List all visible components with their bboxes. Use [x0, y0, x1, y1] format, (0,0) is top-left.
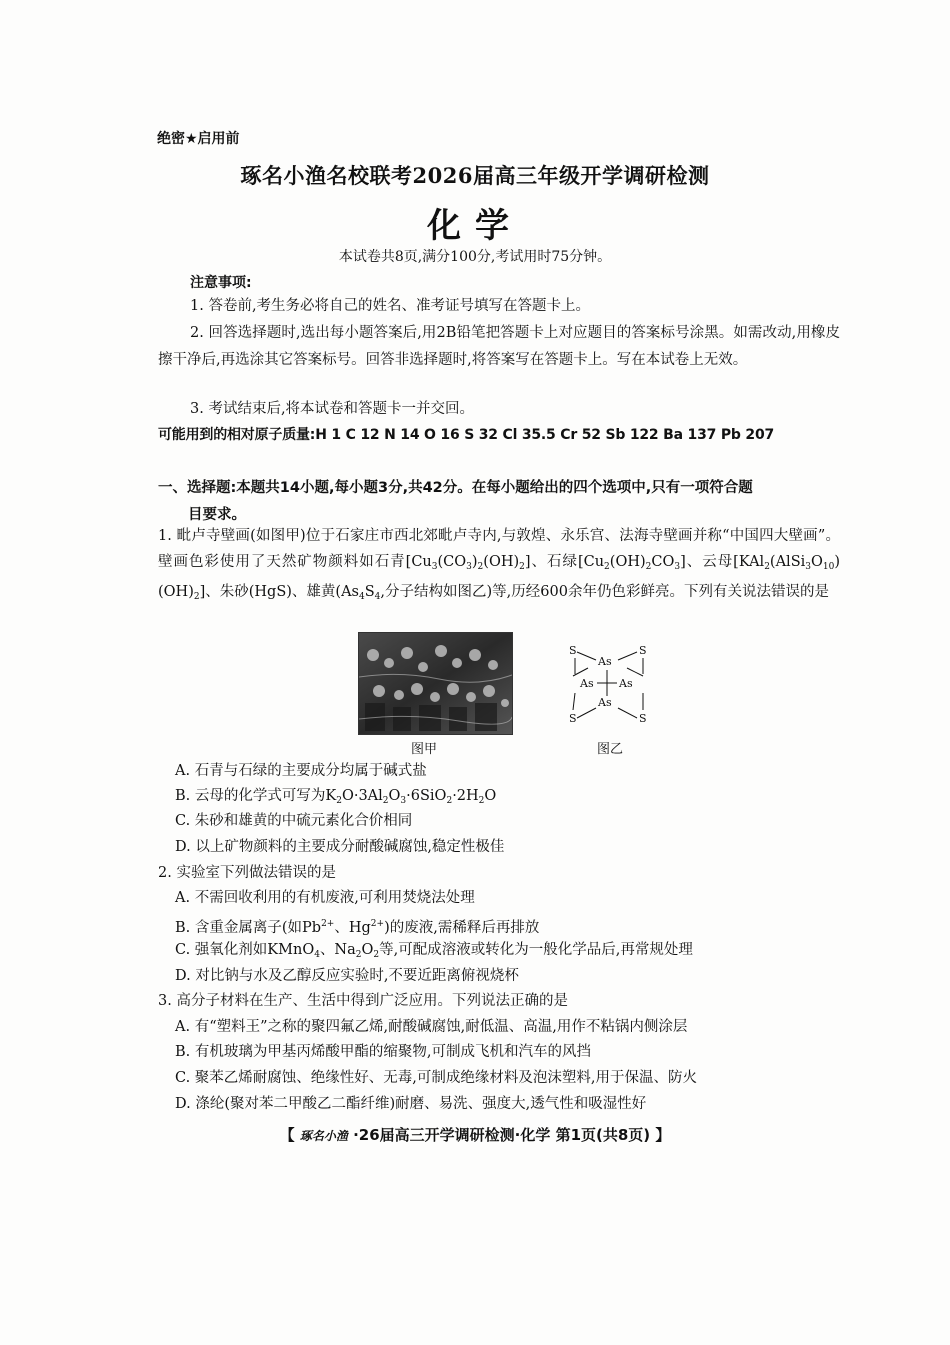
- question-2-stem: 2. 实验室下列做法错误的是: [158, 865, 336, 881]
- q3-option-c: C. 聚苯乙烯耐腐蚀、绝缘性好、无毒,可制成绝缘材料及泡沫塑料,用于保温、防火: [175, 1070, 698, 1086]
- figure-b-label: 图乙: [597, 742, 624, 757]
- mol-s-2: S: [639, 644, 647, 657]
- mol-as-right: As: [619, 677, 633, 690]
- figure-a-label: 图甲: [411, 742, 438, 757]
- note-3: 3. 考试结束后,将本试卷和答题卡一并交回。: [190, 401, 475, 417]
- footer-bracket-close: 】: [655, 1126, 671, 1144]
- mol-as-top: As: [598, 655, 612, 668]
- mural-photo: [358, 632, 513, 735]
- q1-option-d: D. 以上矿物颜料的主要成分耐酸碱腐蚀,稳定性极佳: [175, 839, 505, 855]
- section-line-2: 目要求。: [188, 507, 246, 523]
- confidential-label: 绝密★启用前: [157, 131, 240, 147]
- q2-option-c: C. 强氧化剂如KMnO$_4$、$Na_2O_2$等,可配成溶液或转化为一般化学品后,再常规处理: [175, 942, 693, 960]
- q3-option-d: D. 涤纶(聚对苯二甲酸乙二酯纤维)耐磨、易洗、强度大,透气性和吸湿性好: [175, 1096, 647, 1112]
- mol-s-4: S: [639, 712, 647, 725]
- section-heading: [158, 475, 840, 529]
- q1-option-b: B. 云母的化学式可写为$K_2O\cdot 3Al_2O_3\cdot 6SiO_2\cdot 2H_2O$: [175, 788, 497, 806]
- mol-as-bottom: As: [598, 696, 612, 709]
- section-line-1: 一、选择题:本题共14小题,每小题3分,共42分。在每小题给出的四个选项中,只有一项符合题: [158, 480, 753, 496]
- notes-title: 注意事项:: [190, 275, 252, 291]
- q2-option-b: B. 含重金属离子(如$Pb^{2+}$、$Hg^{2+}$)的废液,需稀释后再排放: [175, 919, 540, 936]
- mol-as-left: As: [580, 677, 594, 690]
- q2-option-d: D. 对比钠与水及乙醇反应实验时,不要近距离俯视烧杯: [175, 968, 519, 984]
- as4s4-structure-diagram: [555, 638, 665, 730]
- exam-info: 本试卷共8页,满分100分,考试用时75分钟。: [338, 249, 612, 265]
- footer-text: ·26届高三开学调研检测·化学 第1页(共8页): [353, 1126, 651, 1144]
- q1-option-a: A. 石青与石绿的主要成分均属于碱式盐: [175, 763, 427, 779]
- q3-option-b: B. 有机玻璃为甲基丙烯酸甲酯的缩聚物,可制成飞机和汽车的风挡: [175, 1044, 591, 1060]
- mol-s-3: S: [569, 712, 577, 725]
- q3-option-a: A. 有“塑料王”之称的聚四氟乙烯,耐酸碱腐蚀,耐低温、高温,用作不粘锅内侧涂层: [175, 1019, 688, 1035]
- mol-s-1: S: [569, 644, 577, 657]
- note-1: 1. 答卷前,考生务必将自己的姓名、准考证号填写在答题卡上。: [190, 298, 591, 314]
- question-1-stem: 1. 毗卢寺壁画(如图甲)位于石家庄市西北郊毗卢寺内,与敦煌、永乐宫、法海寺壁画并称“中国四大壁画”。壁画色彩使用了天然矿物颜料如石青$[Cu_3(CO_3)_2(OH)_2]$、石绿$[Cu_2(OH)_2CO_3]$、云母$[KAl_2(AlSi_3O_{10})(OH)_2]$、朱砂(HgS)、雄黄($As_4S_4$,分子结构如图乙)等,历经600余年仍色彩鲜亮。下列有关说法错误的是: [158, 528, 841, 602]
- q2-option-a: A. 不需回收利用的有机废液,可利用焚烧法处理: [175, 890, 475, 906]
- atomic-masses: 可能用到的相对原子质量:H 1 C 12 N 14 O 16 S 32 Cl 35.5 Cr 52 Sb 122 Ba 137 Pb 207: [158, 427, 775, 443]
- brand-logo: 琢名小渔: [299, 1129, 348, 1143]
- exam-title: 琢名小渔名校联考2026届高三年级开学调研检测: [240, 163, 710, 188]
- q1-option-c: C. 朱砂和雄黄的中硫元素化合价相同: [175, 813, 413, 829]
- page-footer: [0, 1124, 950, 1145]
- question-3-stem: 3. 高分子材料在生产、生活中得到广泛应用。下列说法正确的是: [158, 993, 568, 1009]
- footer-bracket-open: 【: [279, 1126, 295, 1144]
- note-2: 2. 回答选择题时,选出每小题答案后,用2B铅笔把答题卡上对应题目的答案标号涂黑。如需改动,用橡皮擦干净后,再选涂其它答案标号。回答非选择题时,将答案写在答题卡上。写在本试卷上无效。: [158, 325, 840, 368]
- subject-title: 化学: [427, 206, 523, 246]
